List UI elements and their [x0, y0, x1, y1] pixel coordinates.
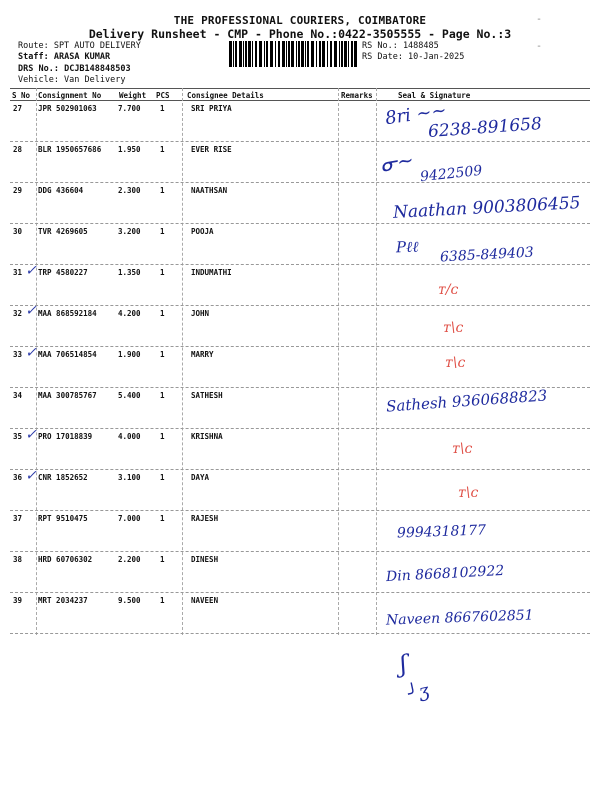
cell-sno: 29 [13, 186, 23, 195]
drs-number: DCJB148848503 [64, 64, 131, 74]
cell-sno: 34 [13, 391, 23, 400]
col-consignment: Consignment No [38, 91, 102, 100]
cell-consignment: TVR 4269605 [38, 227, 88, 236]
cell-weight: 3.100 [118, 473, 141, 482]
col-sno: S No [12, 91, 31, 100]
cell-consignee: JOHN [191, 309, 210, 318]
cell-consignment: RPT 9510475 [38, 514, 88, 523]
cell-pcs: 1 [160, 432, 165, 441]
vehicle-label: Vehicle: Van Delivery [18, 75, 126, 85]
cell-pcs: 1 [160, 473, 165, 482]
cell-consignee: INDUMATHI [191, 268, 232, 277]
cell-weight: 1.900 [118, 350, 141, 359]
cell-weight: 7.000 [118, 514, 141, 523]
col-remarks: Remarks [341, 91, 373, 100]
cell-sno: 30 [13, 227, 23, 236]
staff-info [18, 52, 110, 63]
cell-pcs: 1 [160, 104, 165, 113]
cell-pcs: 1 [160, 309, 165, 318]
col-weight: Weight [119, 91, 147, 100]
red-ink-mark: ᴛ/ᴄ [438, 282, 459, 298]
check-mark-icon: ✓ [26, 300, 36, 319]
cell-consignment: BLR 1950657686 [38, 145, 102, 154]
cell-sno: 33 [13, 350, 23, 359]
table-row [10, 347, 590, 388]
cell-consignee: EVER RISE [191, 145, 232, 154]
red-ink-mark: ᴛ\ᴄ [458, 485, 479, 501]
cell-consignee: MARRY [191, 350, 214, 359]
cell-consignee: DAYA [191, 473, 210, 482]
cell-weight: 9.500 [118, 596, 141, 605]
cell-pcs: 1 [160, 514, 165, 523]
cell-consignee: SATHESH [191, 391, 223, 400]
handwritten-signature-phone: Naveen 8667602851 [385, 607, 534, 629]
cell-weight: 7.700 [118, 104, 141, 113]
cell-consignment: PRO 17018839 [38, 432, 93, 441]
cell-consignee: SRI PRIYA [191, 104, 232, 113]
cell-consignee: NAATHSAN [191, 186, 228, 195]
cell-consignment: MAA 300785767 [38, 391, 97, 400]
table-row [10, 470, 590, 511]
barcode-image [229, 41, 357, 67]
cell-pcs: 1 [160, 350, 165, 359]
rs-date: RS Date: 10-Jan-2025 [362, 52, 465, 62]
handwritten-phone: 9994318177 [396, 522, 487, 542]
cell-weight: 4.200 [118, 309, 141, 318]
table-row [10, 306, 590, 347]
handwritten-signature-phone: Naathan 9003806455 [392, 193, 581, 223]
cell-pcs: 1 [160, 596, 165, 605]
cell-sno: 28 [13, 145, 23, 154]
signature-mark: ʃ [398, 649, 408, 679]
cell-consignment: MAA 868592184 [38, 309, 97, 318]
cell-pcs: 1 [160, 145, 165, 154]
signature-mark: Pℓℓ [395, 237, 419, 257]
cell-sno: 31 [13, 268, 23, 277]
cell-consignment: MAA 706514854 [38, 350, 97, 359]
staff-label: Staff: [18, 52, 49, 62]
staff-name: ARASA KUMAR [53, 52, 111, 62]
cell-consignment: HRD 60706302 [38, 555, 93, 564]
table-row [10, 142, 590, 186]
table-row [10, 429, 590, 470]
table-row [10, 265, 590, 306]
cell-consignee: RAJESH [191, 514, 219, 523]
cell-consignment: TRP 4580227 [38, 268, 88, 277]
route-label: Route: SPT AUTO DELIVERY [18, 41, 141, 51]
cell-weight: 3.200 [118, 227, 141, 236]
runsheet-subtitle: Delivery Runsheet - CMP - Phone No.:0422-3505555 - Page No.:3 [88, 27, 512, 41]
cell-weight: 5.400 [118, 391, 141, 400]
cell-consignee: DINESH [191, 555, 219, 564]
cell-pcs: 1 [160, 391, 165, 400]
signature-mark: ᓂ∼ [378, 147, 416, 177]
check-mark-icon: ✓ [26, 342, 36, 361]
cell-consignment: DDG 436604 [38, 186, 84, 195]
check-mark-icon: ✓ [26, 465, 36, 484]
check-mark-icon: ✓ [26, 424, 36, 443]
cell-weight: 1.950 [118, 145, 141, 154]
col-seal-signature: Seal & Signature [398, 91, 471, 100]
cell-consignment: JPR 502901063 [38, 104, 97, 113]
cell-consignment: CNR 1852652 [38, 473, 88, 482]
table-row [10, 511, 590, 552]
red-ink-mark: ᴛ\ᴄ [443, 320, 464, 336]
cell-sno: 36 [13, 473, 23, 482]
cell-pcs: 1 [160, 268, 165, 277]
signature-mark: ╯ʒ [406, 680, 431, 705]
red-ink-mark: ᴛ\ᴄ [445, 355, 466, 371]
rs-number: RS No.: 1488485 [362, 41, 439, 51]
drs-info [18, 64, 131, 75]
handwritten-phone: 6238-891658 [427, 114, 543, 142]
cell-sno: 35 [13, 432, 23, 441]
cell-sno: 39 [13, 596, 23, 605]
margin-mark: - [536, 41, 543, 52]
col-pcs: PCS [156, 91, 170, 100]
cell-sno: 37 [13, 514, 23, 523]
handwritten-phone: 6385-849403 [439, 244, 535, 266]
cell-weight: 1.350 [118, 268, 141, 277]
check-mark-icon: ✓ [26, 260, 36, 279]
cell-pcs: 1 [160, 186, 165, 195]
cell-pcs: 1 [160, 555, 165, 564]
handwritten-signature-phone: Sathesh 9360688823 [385, 386, 548, 416]
cell-weight: 2.300 [118, 186, 141, 195]
cell-sno: 27 [13, 104, 23, 113]
cell-weight: 4.000 [118, 432, 141, 441]
margin-mark: - [536, 14, 543, 25]
cell-sno: 32 [13, 309, 23, 318]
cell-consignee: NAVEEN [191, 596, 219, 605]
signature-mark: 8ri ∼∼ [383, 99, 448, 130]
cell-weight: 2.200 [118, 555, 141, 564]
table-top-rule [10, 88, 590, 89]
cell-consignee: POOJA [191, 227, 214, 236]
cell-pcs: 1 [160, 227, 165, 236]
company-title: THE PROFESSIONAL COURIERS, COIMBATORE [173, 14, 427, 27]
cell-sno: 38 [13, 555, 23, 564]
cell-consignment: MRT 2034237 [38, 596, 88, 605]
drs-label: DRS No.: [18, 64, 59, 74]
handwritten-phone: 9422509 [419, 162, 484, 186]
col-consignee: Consignee Details [187, 91, 264, 100]
handwritten-signature-phone: Din 8668102922 [385, 562, 505, 586]
cell-consignee: KRISHNA [191, 432, 223, 441]
red-ink-mark: ᴛ\ᴄ [452, 441, 473, 457]
